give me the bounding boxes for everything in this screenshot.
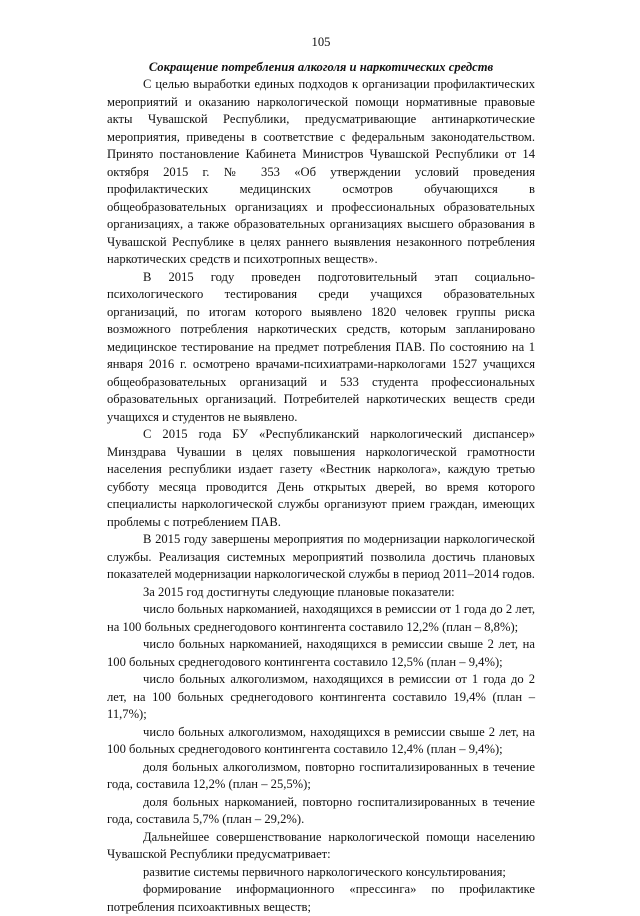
paragraph-prevention-acts: С целью выработки единых подходов к организации профилактических мероприятий и оказанию наркологической помощи нормативные правовые акты Чувашской Республики, предусматривающие антинаркотические мероприятия, приведены в соответствие с федеральным законодательством. Принято постановление Кабинета Министров Чувашской Республики от 14 октября 2015 г. № 353 «Об утверждении условий проведения профилактических медицинских осмотров обучающихся в общеобразовательных организациях и профессиональных образовательных организациях, а также образовательных организациях высшего образования в Чувашской Республике в целях раннего выявления незаконного потребления наркотических средств и психотропных веществ».: [107, 77, 535, 266]
paragraph-testing-2015: В 2015 году проведен подготовительный этап социально-психологического тестирования среди учащихся образовательных организаций, по итогам которого выявлено 1820 человек группы риска возможного потребления наркотических средств, которым запланировано медицинское тестирование на предмет потребления ПАВ. По состоянию на 1 января 2016 г. осмотрено врачами-психиатрами-наркологами 1527 учащихся общеобразовательных организаций и 533 студента профессиональных образовательных организаций. Потребителей наркотических веществ среди учащихся и студентов не выявлено.: [107, 269, 535, 424]
indicator-drug-rehospitalized: доля больных наркоманией, повторно госпитализированных в течение года, составила 5,7% (план – 29,2%).: [107, 794, 535, 826]
paragraph-further-improvement: Дальнейшее совершенствование наркологической помощи населению Чувашской Республики предусматривает:: [107, 829, 535, 861]
indicator-drug-remission-over-2: число больных наркоманией, находящихся в ремиссии свыше 2 лет, на 100 больных среднегодового контингента составило 12,5% (план – 9,4%);: [107, 637, 535, 669]
paragraph-modernization: В 2015 году завершены мероприятия по модернизации наркологической службы. Реализация системных мероприятий позволила достичь плановых показателей модернизации наркологической службы в период 2011–2014 годов.: [107, 532, 535, 581]
list-item-primary-consulting: развитие системы первичного наркологического консультирования;: [143, 864, 506, 879]
section-heading: Сокращение потребления алкоголя и наркотических средств: [148, 59, 494, 74]
indicator-drug-remission-1-2: число больных наркоманией, находящихся в ремиссии от 1 года до 2 лет, на 100 больных среднегодового контингента составило 12,2% (план – 8,8%);: [107, 602, 535, 634]
paragraph-dispensary-newspaper: С 2015 года БУ «Республиканский наркологический диспансер» Минздрава Чувашии в целях повышения наркологической грамотности населения республики издает газету «Вестник нарколога», каждую третью субботу месяца проводится День открытых дверей, во время которого специалисты наркологической службы организуют прием граждан, имеющих проблемы с потреблением ПАВ.: [107, 427, 535, 529]
list-item-information-pressing: формирование информационного «прессинга» по профилактике потребления психоактивных веществ;: [107, 882, 535, 914]
paragraph-indicators-intro: За 2015 год достигнуты следующие плановые показатели:: [143, 584, 455, 599]
page-number: 105: [311, 35, 331, 49]
document-page: [107, 34, 535, 916]
indicator-alcohol-remission-1-2: число больных алкоголизмом, находящихся в ремиссии от 1 года до 2 лет, на 100 больных среднегодового контингента составило 19,4% (план – 11,7%);: [107, 672, 535, 721]
indicator-alcohol-rehospitalized: доля больных алкоголизмом, повторно госпитализированных в течение года, составила 12,2% (план – 25,5%);: [107, 759, 535, 791]
indicator-alcohol-remission-over-2: число больных алкоголизмом, находящихся в ремиссии свыше 2 лет, на 100 больных среднегодового контингента составило 12,4% (план – 9,4%);: [107, 724, 535, 756]
